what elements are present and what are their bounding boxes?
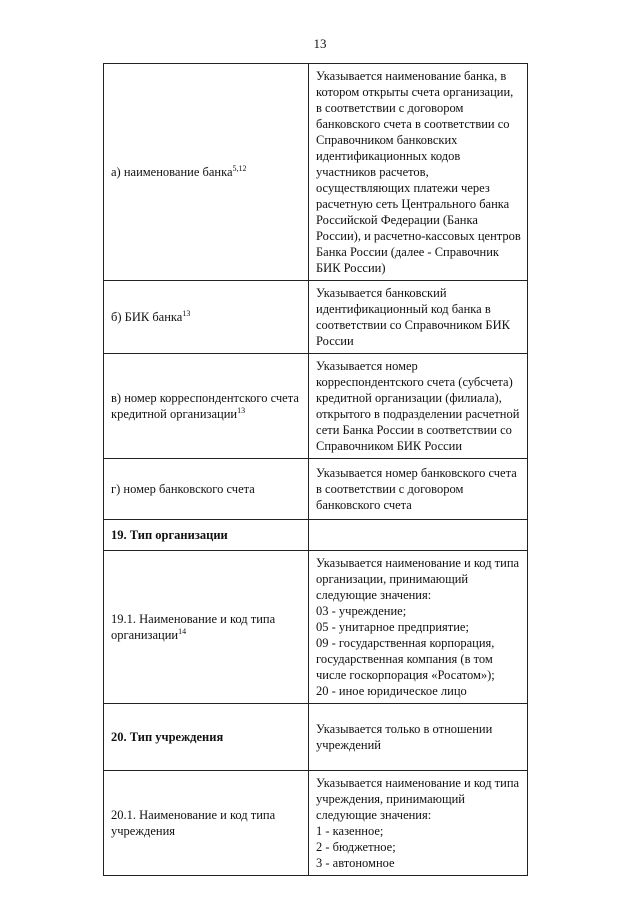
row-label: 19.1. Наименование и код типа организации$^{14}$ — [104, 551, 309, 704]
footnote-ref: 13 — [237, 405, 246, 415]
section-title: 19. Тип организации — [104, 520, 309, 551]
page-number: 13 — [313, 36, 327, 51]
row-label: а) наименование банка$^{5,12}$ — [104, 64, 309, 281]
row-description: Указывается номер корреспондентского счета (субсчета) кредитной организации (филиала), открытого в подразделении расчетной сети Банка России в соответствии со Справочником БИК России — [309, 354, 528, 459]
table-row — [104, 64, 528, 281]
row-description: Указывается наименование и код типа организации, принимающий следующие значения: 03 - учреждение; 05 - унитарное предприятие; 09 - государственная корпорация, государственная компания (в том числе госкорпорация «Росатом»); 20 - иное юридическое лицо — [309, 551, 528, 704]
row-description — [309, 520, 528, 551]
requirements-table — [103, 63, 528, 876]
row-label: в) номер корреспондентского счета кредитной организации$^{13}$ — [104, 354, 309, 459]
row-label: 20.1. Наименование и код типа учреждения — [104, 771, 309, 876]
table-row — [104, 551, 528, 704]
footnote-ref: 14 — [178, 626, 187, 636]
row-label: г) номер банковского счета — [104, 459, 309, 520]
row-description: Указывается только в отношении учреждений — [309, 704, 528, 771]
section-row — [104, 704, 528, 771]
footnote-ref: 5,12 — [232, 163, 247, 173]
table-row — [104, 354, 528, 459]
row-description: Указывается наименование и код типа учреждения, принимающий следующие значения: 1 - казенное; 2 - бюджетное; 3 - автономное — [309, 771, 528, 876]
section-title: 20. Тип учреждения — [104, 704, 309, 771]
footnote-ref: 13 — [182, 308, 191, 318]
row-label: б) БИК банка$^{13}$ — [104, 281, 309, 354]
table-row — [104, 459, 528, 520]
table-row — [104, 281, 528, 354]
row-description: Указывается наименование банка, в котором открыты счета организации, в соответствии с договором банковского счета в соответствии со Справочником банковских идентификационных кодов участников расчетов, осуществляющих платежи через расчетную сеть Центрального банка Российской Федерации (Банка России), и расчетно-кассовых центров Банка России (далее - Справочник БИК России) — [309, 64, 528, 281]
row-description: Указывается банковский идентификационный код банка в соответствии со Справочником БИК России — [309, 281, 528, 354]
row-description: Указывается номер банковского счета в соответствии с договором банковского счета — [309, 459, 528, 520]
table-row — [104, 771, 528, 876]
section-row — [104, 520, 528, 551]
